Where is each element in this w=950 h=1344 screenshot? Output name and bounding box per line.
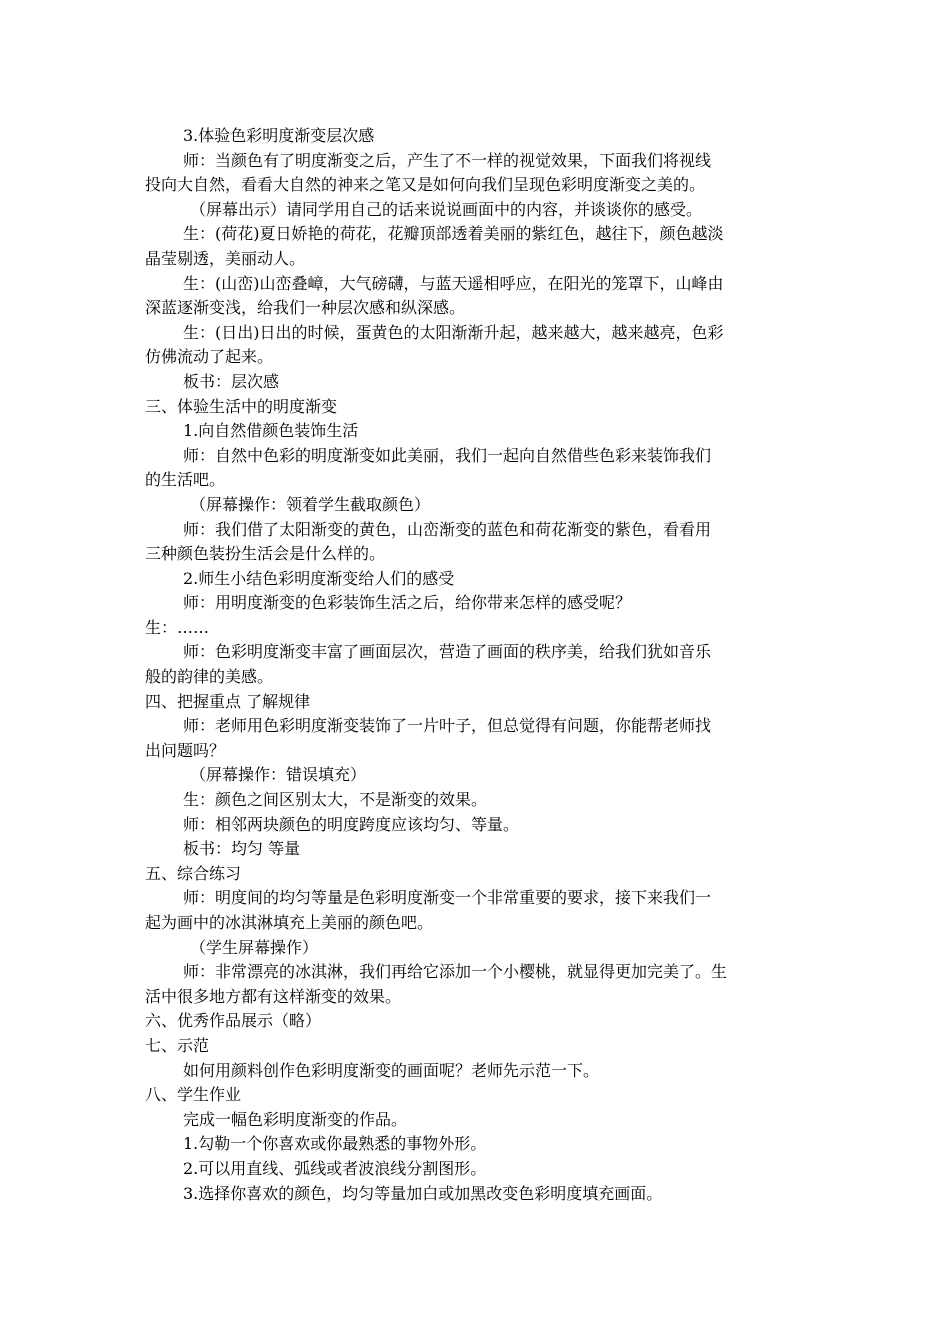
- text-line: 四、把握重点 了解规律: [145, 691, 311, 711]
- text-line: （屏幕出示）请同学用自己的话来说说画面中的内容，并谈谈你的感受。: [190, 199, 703, 219]
- text-line: 如何用颜料创作色彩明度渐变的画面呢？老师先示范一下。: [183, 1060, 600, 1080]
- text-line: 晶莹剔透，美丽动人。: [145, 248, 306, 268]
- text-line: 三种颜色装扮生活会是什么样的。: [145, 544, 386, 564]
- text-line: 师：我们借了太阳渐变的黄色，山峦渐变的蓝色和荷花渐变的紫色，看看用: [183, 519, 712, 539]
- text-line: 师：用明度渐变的色彩装饰生活之后，给你带来怎样的感受呢？: [183, 593, 632, 613]
- text-line: （学生屏幕操作）: [190, 937, 319, 957]
- text-line: 出问题吗？: [145, 740, 226, 760]
- text-line: 深蓝逐渐变浅，给我们一种层次感和纵深感。: [145, 298, 466, 318]
- text-line: 起为画中的冰淇淋填充上美丽的颜色吧。: [145, 913, 434, 932]
- text-line: 3.选择你喜欢的颜色，均匀等量加白或加黑改变色彩明度填充画面。: [183, 1183, 663, 1203]
- text-line: 2.可以用直线、弧线或者波浪线分割图形。: [183, 1158, 487, 1178]
- text-line: 3.体验色彩明度渐变层次感: [183, 126, 375, 145]
- text-line: （屏幕操作：领着学生截取颜色）: [190, 494, 431, 514]
- text-line: 1.勾勒一个你喜欢或你最熟悉的事物外形。: [183, 1134, 487, 1154]
- text-line: 的生活吧。: [145, 470, 226, 490]
- text-line: 师：相邻两块颜色的明度跨度应该均匀、等量。: [183, 814, 520, 834]
- text-line: 生：(山峦)山峦叠嶂，大气磅礴，与蓝天遥相呼应，在阳光的笼罩下，山峰由: [183, 273, 724, 293]
- text-line: 六、优秀作品展示（略）: [145, 1011, 322, 1031]
- text-line: 师：自然中色彩的明度渐变如此美丽，我们一起向自然借些色彩来装饰我们: [183, 445, 712, 465]
- text-line: 八、学生作业: [145, 1085, 242, 1105]
- text-line: 板书：层次感: [183, 371, 280, 391]
- text-line: 投向大自然，看看大自然的神来之笔又是如何向我们呈现色彩明度渐变之美的。: [145, 175, 706, 195]
- text-line: 完成一幅色彩明度渐变的作品。: [183, 1109, 408, 1129]
- text-line: 生：……: [145, 617, 210, 637]
- text-line: 生：(荷花)夏日娇艳的荷花，花瓣顶部透着美丽的紫红色，越往下，颜色越淡: [183, 224, 724, 244]
- text-line: 师：非常漂亮的冰淇淋，我们再给它添加一个小樱桃，就显得更加完美了。生: [183, 962, 728, 982]
- text-line: 师：当颜色有了明度渐变之后，产生了不一样的视觉效果，下面我们将视线: [183, 150, 712, 170]
- text-line: （屏幕操作：错误填充）: [190, 765, 367, 785]
- text-line: 仿佛流动了起来。: [145, 347, 274, 367]
- text-line: 师：老师用色彩明度渐变装饰了一片叶子，但总觉得有问题，你能帮老师找: [183, 716, 712, 736]
- text-line: 七、示范: [145, 1035, 210, 1055]
- text-line: 活中很多地方都有这样渐变的效果。: [145, 986, 402, 1006]
- text-line: 板书：均匀 等量: [183, 839, 301, 859]
- text-line: 师：色彩明度渐变丰富了画面层次，营造了画面的秩序美，给我们犹如音乐: [183, 642, 712, 662]
- text-line: 生：颜色之间区别太大，不是渐变的效果。: [183, 790, 488, 810]
- text-line: 般的韵律的美感。: [145, 667, 274, 687]
- text-line: 1.向自然借颜色装饰生活: [183, 421, 359, 441]
- text-line: 2.师生小结色彩明度渐变给人们的感受: [183, 568, 455, 588]
- text-line: 生：(日出)日出的时候，蛋黄色的太阳渐渐升起，越来越大，越来越亮，色彩: [183, 322, 724, 342]
- text-line: 五、综合练习: [145, 863, 242, 883]
- text-line: 三、体验生活中的明度渐变: [145, 396, 338, 416]
- document-body: [145, 124, 810, 1206]
- text-line: 师：明度间的均匀等量是色彩明度渐变一个非常重要的要求，接下来我们一: [183, 888, 712, 908]
